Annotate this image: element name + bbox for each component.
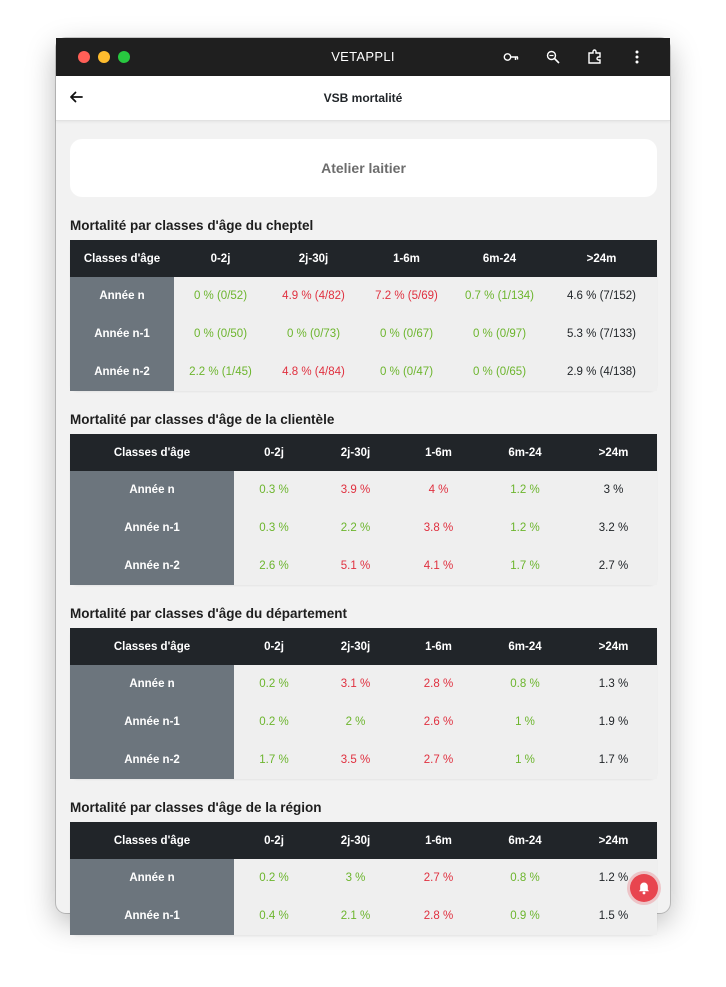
header-cell-age-classes: Classes d'âge (113, 446, 191, 459)
header-cell: 2j-30j (340, 446, 371, 459)
value-cell: 2.9 % (4/138) (546, 353, 657, 391)
table-header-row (70, 628, 657, 665)
value-cell: 0.2 % (234, 859, 314, 897)
value-cell: 0.2 % (234, 703, 314, 741)
value-cell: 0.4 % (234, 897, 314, 935)
table-header-row (70, 822, 657, 859)
table-row (70, 859, 657, 897)
value-cell: 1 % (480, 741, 570, 779)
table-row (70, 315, 657, 353)
table-header-row (70, 240, 657, 277)
title-bar-actions (490, 47, 658, 67)
window-title: VETAPPLI (331, 49, 395, 64)
header-cell: 1-6m (393, 252, 420, 265)
value-cell: 3 % (314, 859, 397, 897)
header-cell: 2j-30j (340, 834, 371, 847)
header-cell: 1-6m (425, 834, 452, 847)
row-label: Année n-2 (70, 353, 174, 391)
value-cell: 2.2 % (314, 509, 397, 547)
value-cell: 2 % (314, 703, 397, 741)
value-cell: 0.7 % (1/134) (453, 277, 546, 315)
row-label: Année n-1 (70, 315, 174, 353)
header-cell: 2j-30j (298, 252, 329, 265)
value-cell: 3.9 % (314, 471, 397, 509)
value-cell: 0 % (0/52) (174, 277, 267, 315)
value-cell: 2.7 % (397, 741, 480, 779)
notification-bell-icon[interactable] (630, 874, 658, 902)
mortality-table (70, 628, 657, 779)
header-cell: 0-2j (264, 446, 284, 459)
value-cell: 1.9 % (570, 703, 657, 741)
value-cell: 3.5 % (314, 741, 397, 779)
value-cell: 1.5 % (570, 897, 657, 935)
value-cell: 0.8 % (480, 665, 570, 703)
header-cell: 0-2j (264, 640, 284, 653)
row-label: Année n (70, 471, 234, 509)
header-cell-age-classes: Classes d'âge (113, 640, 191, 653)
value-cell: 1.2 % (570, 859, 657, 897)
value-cell: 3 % (570, 471, 657, 509)
header-cell: 2j-30j (340, 640, 371, 653)
header-cell: 1-6m (425, 640, 452, 653)
row-label: Année n (70, 859, 234, 897)
value-cell: 2.6 % (234, 547, 314, 585)
workshop-card[interactable]: Atelier laitier (70, 139, 657, 197)
title-bar (56, 38, 670, 76)
value-cell: 0.8 % (480, 859, 570, 897)
app-bar (56, 76, 670, 121)
value-cell: 0.3 % (234, 471, 314, 509)
row-label: Année n (70, 665, 234, 703)
value-cell: 4.1 % (397, 547, 480, 585)
value-cell: 2.1 % (314, 897, 397, 935)
table-row (70, 703, 657, 741)
key-icon[interactable] (490, 47, 532, 67)
app-window (56, 38, 670, 922)
value-cell: 1.7 % (234, 741, 314, 779)
section-title: Mortalité par classes d'âge du cheptel (70, 218, 314, 233)
page-title: VSB mortalité (323, 91, 403, 105)
row-label: Année n (70, 277, 174, 315)
value-cell: 3.8 % (397, 509, 480, 547)
header-cell: >24m (598, 834, 629, 847)
header-cell: >24m (586, 252, 617, 265)
header-cell: >24m (598, 640, 629, 653)
value-cell: 4.6 % (7/152) (546, 277, 657, 315)
value-cell: 3.2 % (570, 509, 657, 547)
header-cell-age-classes: Classes d'âge (83, 252, 161, 265)
row-label: Année n-1 (70, 509, 234, 547)
section-title: Mortalité par classes d'âge de la clientèle (70, 412, 335, 427)
table-row (70, 547, 657, 585)
value-cell: 5.3 % (7/133) (546, 315, 657, 353)
section-title: Mortalité par classes d'âge de la région (70, 800, 322, 815)
row-label: Année n-1 (70, 897, 234, 935)
mortality-table (70, 434, 657, 585)
value-cell: 0 % (0/97) (453, 315, 546, 353)
value-cell: 1.7 % (570, 741, 657, 779)
table-row (70, 665, 657, 703)
table-row (70, 471, 657, 509)
table-row (70, 509, 657, 547)
value-cell: 7.2 % (5/69) (360, 277, 453, 315)
value-cell: 4 % (397, 471, 480, 509)
value-cell: 0.2 % (234, 665, 314, 703)
header-cell: 6m-24 (482, 252, 517, 265)
value-cell: 0.9 % (480, 897, 570, 935)
table-row (70, 897, 657, 935)
value-cell: 2.2 % (1/45) (174, 353, 267, 391)
value-cell: 4.8 % (4/84) (267, 353, 360, 391)
value-cell: 0 % (0/50) (174, 315, 267, 353)
table-row (70, 741, 657, 779)
value-cell: 2.6 % (397, 703, 480, 741)
mortality-table (70, 822, 657, 935)
value-cell: 0 % (0/65) (453, 353, 546, 391)
header-cell: >24m (598, 446, 629, 459)
header-cell-age-classes: Classes d'âge (113, 834, 191, 847)
header-cell: 6m-24 (508, 446, 542, 459)
value-cell: 0.3 % (234, 509, 314, 547)
mortality-table (70, 240, 657, 391)
value-cell: 2.8 % (397, 897, 480, 935)
value-cell: 0 % (0/47) (360, 353, 453, 391)
value-cell: 3.1 % (314, 665, 397, 703)
value-cell: 1.3 % (570, 665, 657, 703)
value-cell: 2.8 % (397, 665, 480, 703)
value-cell: 5.1 % (314, 547, 397, 585)
more-menu-icon[interactable] (616, 47, 658, 67)
value-cell: 1 % (480, 703, 570, 741)
value-cell: 1.7 % (480, 547, 570, 585)
value-cell: 4.9 % (4/82) (267, 277, 360, 315)
zoom-icon[interactable] (532, 47, 574, 67)
header-cell: 0-2j (210, 252, 231, 265)
header-cell: 0-2j (264, 834, 284, 847)
main-content (70, 139, 657, 955)
table-row (70, 353, 657, 391)
value-cell: 2.7 % (570, 547, 657, 585)
section-title: Mortalité par classes d'âge du département (70, 606, 348, 621)
value-cell: 2.7 % (397, 859, 480, 897)
header-cell: 1-6m (425, 446, 452, 459)
mortality-sections (70, 217, 657, 935)
header-cell: 6m-24 (508, 834, 542, 847)
row-label: Année n-2 (70, 547, 234, 585)
table-row (70, 277, 657, 315)
value-cell: 1.2 % (480, 509, 570, 547)
value-cell: 0 % (0/67) (360, 315, 453, 353)
value-cell: 1.2 % (480, 471, 570, 509)
row-label: Année n-1 (70, 703, 234, 741)
extensions-icon[interactable] (574, 47, 616, 67)
table-header-row (70, 434, 657, 471)
row-label: Année n-2 (70, 741, 234, 779)
value-cell: 0 % (0/73) (267, 315, 360, 353)
header-cell: 6m-24 (508, 640, 542, 653)
